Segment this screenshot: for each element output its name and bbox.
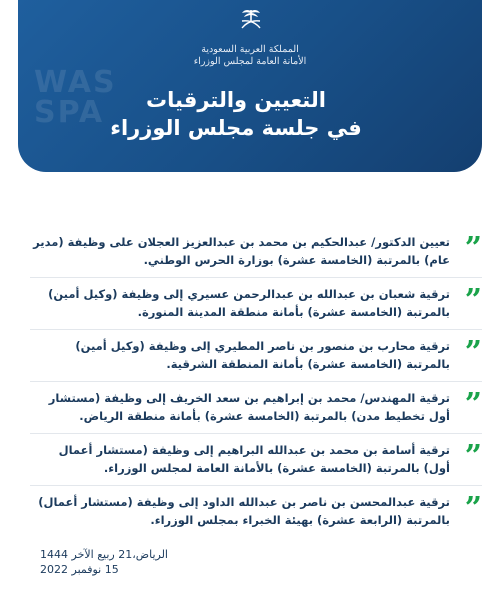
page-title-line-1: التعيين والترقيات xyxy=(146,88,326,112)
quote-icon: ” xyxy=(464,335,482,370)
list-item xyxy=(30,434,482,486)
quote-icon: ” xyxy=(464,439,482,474)
page-title-line-2: في جلسة مجلس الوزراء xyxy=(110,116,362,140)
list-item xyxy=(30,330,482,382)
header-banner xyxy=(18,0,482,172)
date-gregorian: 15 نوفمبر 2022 xyxy=(40,563,119,576)
list-item xyxy=(30,226,482,278)
date-footer xyxy=(40,547,168,577)
list-item-text: ترقية عبدالمحسن بن ناصر بن عبدالله الداود إلى وظيفة (مستشار أعمال) بالمرتبة (الرابعة عشرة) بهيئة الخبراء بمجلس الوزراء. xyxy=(38,495,450,527)
list-item-text: ترقية المهندس/ محمد بن إبراهيم بن سعد الخريف إلى وظيفة (مستشار أول تخطيط مدن) بالمرتبة (الخامسة عشرة) بأمانة منطقة الرياض. xyxy=(48,391,450,423)
list-item-text: ترقية محارب بن منصور بن ناصر المطيري إلى وظيفة (وكيل أمين) بالمرتبة (الخامسة عشرة) بأمانة المنطقة الشرقية. xyxy=(75,339,450,371)
quote-icon: ” xyxy=(464,387,482,422)
quote-icon: ” xyxy=(464,231,482,266)
list-item-text: ترقية شعبان بن عبدالله بن عبدالرحمن عسيري إلى وظيفة (وكيل أمين) بالمرتبة (الخامسة عشرة) بأمانة منطقة المدينة المنورة. xyxy=(48,287,450,319)
list-item-text: ترقية أسامة بن محمد بن عبدالله البراهيم إلى وظيفة (مستشار أعمال أول) بالمرتبة (الخامسة عشرة) بالأمانة العامة لمجلس الوزراء. xyxy=(58,443,450,475)
date-hijri: الرياض،21 ربيع الآخر 1444 xyxy=(40,548,168,561)
org-name-line-1: المملكة العربية السعودية xyxy=(201,44,299,55)
header-watermark: WAS SPA xyxy=(34,65,117,130)
appointments-list xyxy=(30,226,482,537)
quote-icon: ” xyxy=(464,491,482,526)
list-item-text: تعيين الدكتور/ عبدالحكيم بن محمد بن عبدالعزيز العجلان على وظيفة (مدير عام) بالمرتبة (الخامسة عشرة) بوزارة الحرس الوطني. xyxy=(33,235,450,267)
list-item xyxy=(30,278,482,330)
quote-icon: ” xyxy=(464,283,482,318)
org-name-line-2: الأمانة العامة لمجلس الوزراء xyxy=(193,56,307,67)
list-item xyxy=(30,486,482,537)
list-item xyxy=(30,382,482,434)
saudi-emblem-icon xyxy=(237,6,265,34)
